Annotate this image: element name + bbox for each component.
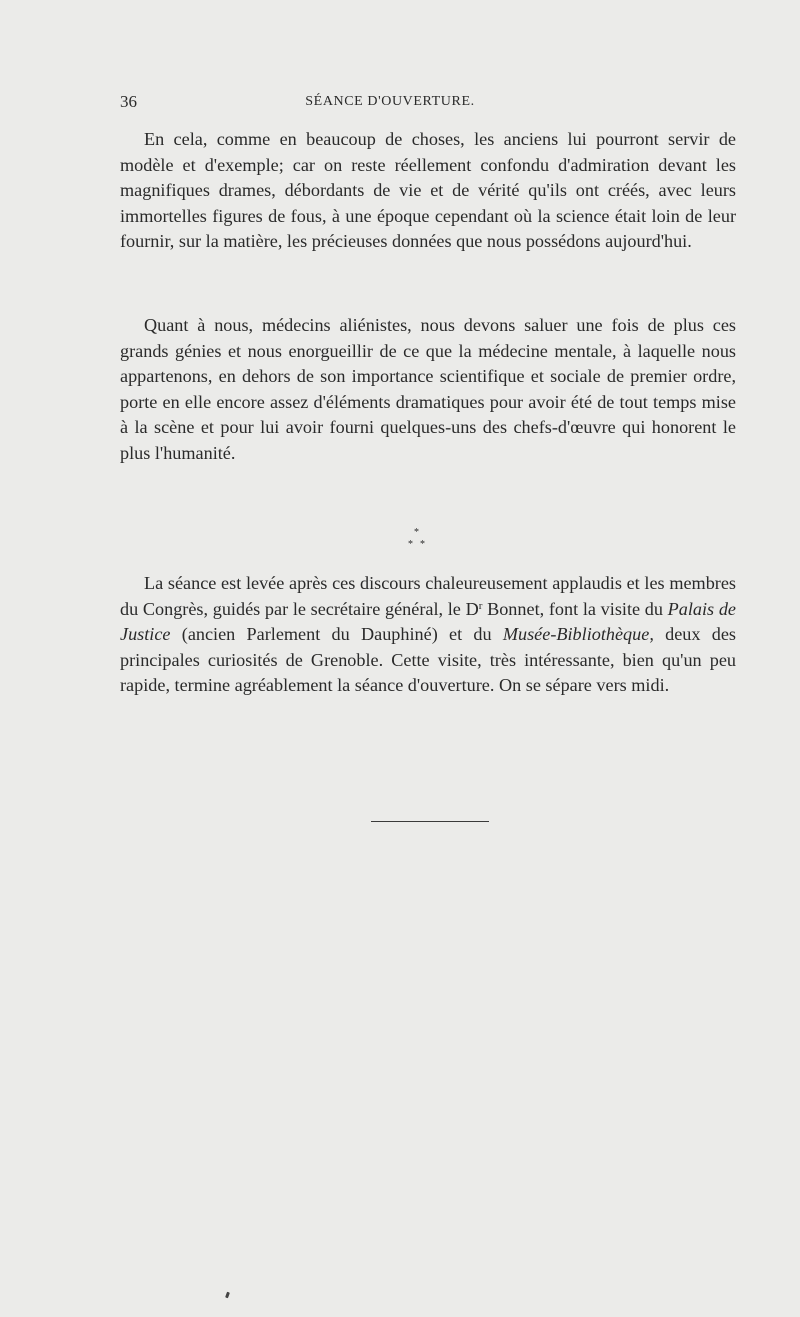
running-head: SÉANCE D'OUVERTURE. [305, 94, 475, 109]
paragraph-3-part-1: La séance est levée après ces discours chaleureusement applaudis et les membres du Congrès, guidés par le secrétaire général, le D [120, 573, 736, 619]
asterism-star-top: * [414, 527, 419, 538]
paragraph-3 [120, 571, 736, 699]
asterism-separator [400, 527, 440, 553]
paragraph-1-text: En cela, comme en beaucoup de choses, les anciens lui pourront servir de modèle et d'exemple; car on reste réellement confondu d'admiration devant les magnifiques drames, débordants de vie et de vérité qu'ils ont créés, avec leurs immortelles figures de fous, à une époque cependant où la science était loin de leur fournir, sur la matière, les précieuses données que nous possédons aujourd'hui. [120, 129, 736, 252]
musee-bibliotheque-italic: Musée-Bibliothèque, [502, 624, 654, 645]
asterism-star-right: * [420, 539, 425, 550]
paragraph-3-part-4: deux des principales curiosités de Grenoble. Cette visite, très intéressante, bien qu'un peu rapide, termine agréablement la séance d'ouverture. On se sépare vers midi. [120, 624, 736, 696]
paragraph-3-part-3: (ancien Parlement du Dauphiné) et du [170, 624, 503, 645]
paragraph-3-text [120, 571, 736, 699]
paragraph-1 [120, 127, 736, 255]
paragraph-2-text: Quant à nous, médecins aliénistes, nous devons saluer une fois de plus ces grands génies et nous enorgueillir de ce que la médecine mentale, à laquelle nous appartenons, en dehors de son importance scientifique et sociale de premier ordre, porte en elle encore assez d'éléments dramatiques pour avoir été de tout temps mise à la scène et pour lui avoir fourni quelques-uns des chefs-d'œuvre qui honorent le plus l'humanité. [120, 315, 736, 463]
palais-de-justice-italic: Palais de Justice [120, 598, 736, 645]
asterism-star-left: * [408, 539, 413, 550]
doctor-abbrev-sup: r [478, 599, 483, 612]
paragraph-2 [120, 313, 736, 467]
ink-speck [225, 1292, 230, 1299]
paragraph-3-part-2: Bonnet, font la visite du [482, 598, 668, 619]
section-end-rule [371, 821, 489, 822]
page-number: 36 [120, 92, 137, 111]
page-header [120, 92, 736, 116]
